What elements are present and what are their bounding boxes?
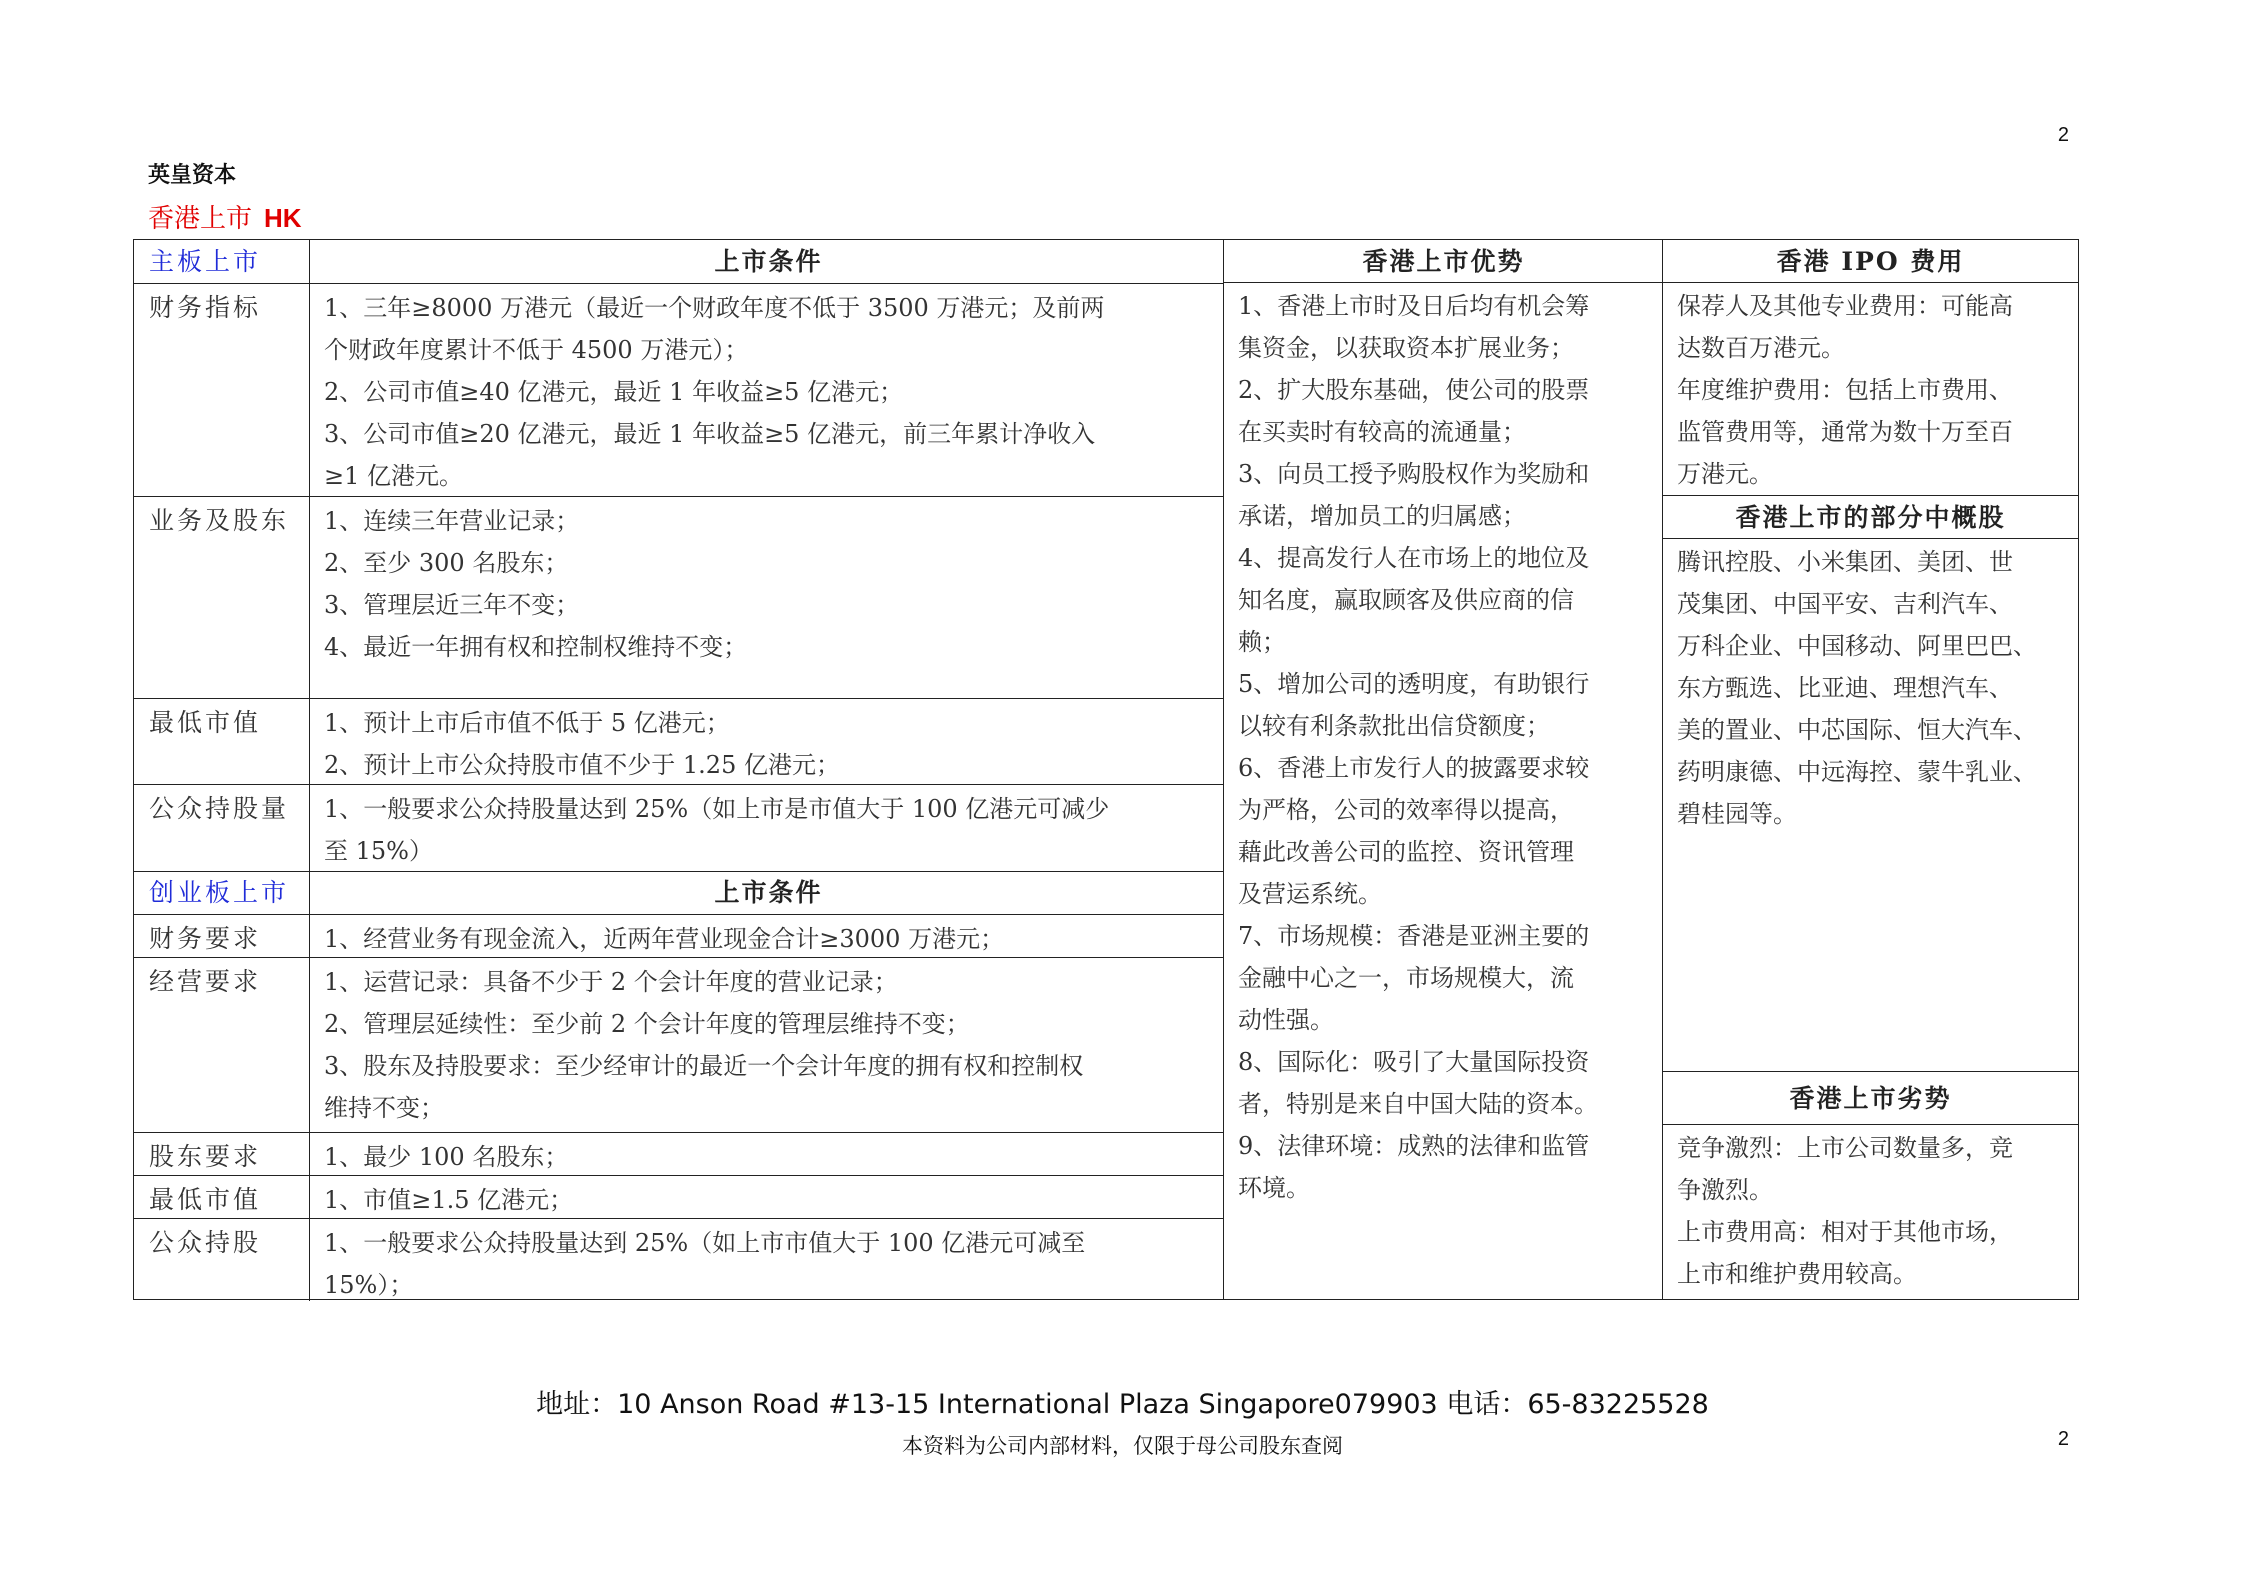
list-item: 3、向员工授予购股权作为奖励和 — [1238, 460, 1590, 488]
table-row — [134, 914, 1223, 958]
content-line: 4、最近一年拥有权和控制权维持不变； — [324, 633, 748, 661]
concept-stocks-section — [1663, 539, 2078, 1072]
content-line: ≥1 亿港元。 — [324, 462, 464, 490]
main-board-conditions-title: 上市条件 — [714, 247, 823, 276]
row-content — [310, 1218, 1223, 1301]
list-item: 集资金，以获取资本扩展业务； — [1238, 334, 1574, 362]
list-item: 茂集团、中国平安、吉利汽车、 — [1677, 590, 2013, 618]
list-item: 5、增加公司的透明度，有助银行 — [1238, 670, 1590, 698]
main-board-header-row — [134, 240, 1223, 284]
row-label: 财务指标 — [134, 283, 310, 496]
content-line: 维持不变； — [324, 1094, 444, 1122]
list-item: 碧桂园等。 — [1677, 800, 1797, 828]
list-item: 藉此改善公司的监控、资讯管理 — [1238, 838, 1574, 866]
list-item: 6、香港上市发行人的披露要求较 — [1238, 754, 1590, 782]
list-item: 7、市场规模：香港是亚洲主要的 — [1238, 922, 1590, 950]
advantages-list — [1224, 283, 1663, 1209]
table-row — [134, 957, 1223, 1133]
row-label: 财务要求 — [134, 914, 310, 957]
ipo-costs-title: 香港 IPO 费用 — [1663, 240, 2078, 283]
list-item: 动性强。 — [1238, 1006, 1334, 1034]
content-line: 1、经营业务有现金流入，近两年营业现金合计≥3000 万港元； — [324, 925, 1005, 953]
list-item: 8、国际化：吸引了大量国际投资 — [1238, 1048, 1590, 1076]
listing-table — [133, 239, 2079, 1300]
table-row — [134, 784, 1223, 872]
list-item: 监管费用等，通常为数十万至百 — [1677, 418, 2013, 446]
content-line: 1、一般要求公众持股量达到 25%（如上市是市值大于 100 亿港元可减少 — [324, 795, 1110, 823]
list-item: 环境。 — [1238, 1174, 1310, 1202]
content-line: 3、股东及持股要求：至少经审计的最近一个会计年度的拥有权和控制权 — [324, 1052, 1084, 1080]
row-label: 最低市值 — [134, 698, 310, 784]
list-item: 4、提高发行人在市场上的地位及 — [1238, 544, 1590, 572]
row-content — [310, 698, 1223, 784]
content-line: 1、市值≥1.5 亿港元； — [324, 1186, 574, 1214]
content-line: 1、最少 100 名股东； — [324, 1143, 569, 1171]
list-item: 者，特别是来自中国大陆的资本。 — [1238, 1090, 1598, 1118]
list-item: 知名度，赢取顾客及供应商的信 — [1238, 586, 1574, 614]
row-content — [310, 496, 1223, 698]
row-content — [310, 784, 1223, 871]
list-item: 美的置业、中芯国际、恒大汽车、 — [1677, 716, 2037, 744]
content-line: 1、运营记录：具备不少于 2 个会计年度的营业记录； — [324, 968, 898, 996]
content-line: 3、管理层近三年不变； — [324, 591, 580, 619]
company-name: 英皇资本 — [148, 163, 237, 188]
content-line: 至 15%） — [324, 837, 433, 865]
table-row — [134, 698, 1223, 785]
row-content — [310, 1132, 1223, 1175]
table-row — [134, 283, 1223, 497]
concept-stocks-list — [1663, 539, 2078, 835]
list-item: 在买卖时有较高的流通量； — [1238, 418, 1526, 446]
disadvantages-list — [1663, 1125, 2078, 1295]
row-content — [310, 914, 1223, 957]
list-item: 2、扩大股东基础，使公司的股票 — [1238, 376, 1590, 404]
row-label: 公众持股量 — [134, 784, 310, 871]
ipo-costs-section — [1663, 283, 2078, 496]
row-content — [310, 957, 1223, 1132]
list-item: 万港元。 — [1677, 460, 1773, 488]
list-item: 药明康德、中远海控、蒙牛乳业、 — [1677, 758, 2037, 786]
row-label: 最低市值 — [134, 1175, 310, 1218]
list-item: 争激烈。 — [1677, 1176, 1773, 1204]
list-item: 金融中心之一，市场规模大，流 — [1238, 964, 1574, 992]
ipo-costs-list — [1663, 283, 2078, 495]
list-item: 达数百万港元。 — [1677, 334, 1845, 362]
content-line: 2、至少 300 名股东； — [324, 549, 569, 577]
listing-conditions-column — [134, 240, 1223, 1299]
list-item: 保荐人及其他专业费用：可能高 — [1677, 292, 2013, 320]
subtitle-suffix: HK — [264, 203, 302, 233]
subtitle-main: 香港上市 — [148, 204, 253, 234]
main-board-label: 主板上市 — [134, 240, 310, 283]
content-line: 15%）； — [324, 1271, 414, 1299]
content-line: 2、管理层延续性：至少前 2 个会计年度的管理层维持不变； — [324, 1010, 970, 1038]
list-item: 以较有利条款批出信贷额度； — [1238, 712, 1550, 740]
list-item: 承诺，增加员工的归属感； — [1238, 502, 1526, 530]
row-label: 业务及股东 — [134, 496, 310, 698]
gem-board-header-row — [134, 871, 1223, 915]
list-item: 赖； — [1238, 628, 1286, 656]
row-label: 股东要求 — [134, 1132, 310, 1175]
gem-board-conditions-title: 上市条件 — [714, 878, 823, 907]
concept-stocks-title: 香港上市的部分中概股 — [1663, 496, 2078, 539]
list-item: 为严格，公司的效率得以提高， — [1238, 796, 1574, 824]
gem-board-label: 创业板上市 — [134, 871, 310, 914]
list-item: 竞争激烈：上市公司数量多，竞 — [1677, 1134, 2013, 1162]
disadvantages-title: 香港上市劣势 — [1663, 1072, 2078, 1125]
footer-note: 本资料为公司内部材料，仅限于母公司股东查阅 — [902, 1434, 1343, 1458]
advantages-title: 香港上市优势 — [1224, 240, 1663, 283]
table-row — [134, 1175, 1223, 1219]
page-number-top: 2 — [2057, 124, 2069, 146]
row-label: 经营要求 — [134, 957, 310, 1132]
advantages-column — [1223, 240, 1663, 1299]
list-item: 腾讯控股、小米集团、美团、世 — [1677, 548, 2013, 576]
table-row — [134, 496, 1223, 699]
footer-address: 地址：10 Anson Road #13-15 International Plaza Singapore079903 电话：65-83225528 — [536, 1389, 1709, 1420]
page-number-bottom: 2 — [2057, 1428, 2069, 1450]
list-item: 及营运系统。 — [1238, 880, 1382, 908]
table-row — [134, 1132, 1223, 1176]
list-item: 上市费用高：相对于其他市场， — [1677, 1218, 2013, 1246]
list-item: 万科企业、中国移动、阿里巴巴、 — [1677, 632, 2037, 660]
list-item: 上市和维护费用较高。 — [1677, 1260, 1917, 1288]
row-content — [310, 1175, 1223, 1218]
content-line: 3、公司市值≥20 亿港元，最近 1 年收益≥5 亿港元，前三年累计净收入 — [324, 420, 1096, 448]
content-line: 1、一般要求公众持股量达到 25%（如上市市值大于 100 亿港元可减至 — [324, 1229, 1086, 1257]
list-item: 9、法律环境：成熟的法律和监管 — [1238, 1132, 1590, 1160]
row-content — [310, 283, 1223, 496]
content-line: 1、连续三年营业记录； — [324, 507, 580, 535]
content-line: 2、公司市值≥40 亿港元，最近 1 年收益≥5 亿港元； — [324, 378, 904, 406]
right-info-column — [1662, 240, 2078, 1299]
list-item: 东方甄选、比亚迪、理想汽车、 — [1677, 674, 2013, 702]
list-item: 1、香港上市时及日后均有机会筹 — [1238, 292, 1590, 320]
disadvantages-section — [1663, 1125, 2078, 1301]
content-line: 1、预计上市后市值不低于 5 亿港元； — [324, 709, 730, 737]
content-line: 2、预计上市公众持股市值不少于 1.25 亿港元； — [324, 751, 840, 779]
row-label: 公众持股 — [134, 1218, 310, 1301]
table-row — [134, 1218, 1223, 1301]
list-item: 年度维护费用：包括上市费用、 — [1677, 376, 2013, 404]
content-line: 1、三年≥8000 万港元（最近一个财政年度不低于 3500 万港元；及前两 — [324, 294, 1105, 322]
page-subtitle — [148, 198, 302, 235]
content-line: 个财政年度累计不低于 4500 万港元）； — [324, 336, 749, 364]
